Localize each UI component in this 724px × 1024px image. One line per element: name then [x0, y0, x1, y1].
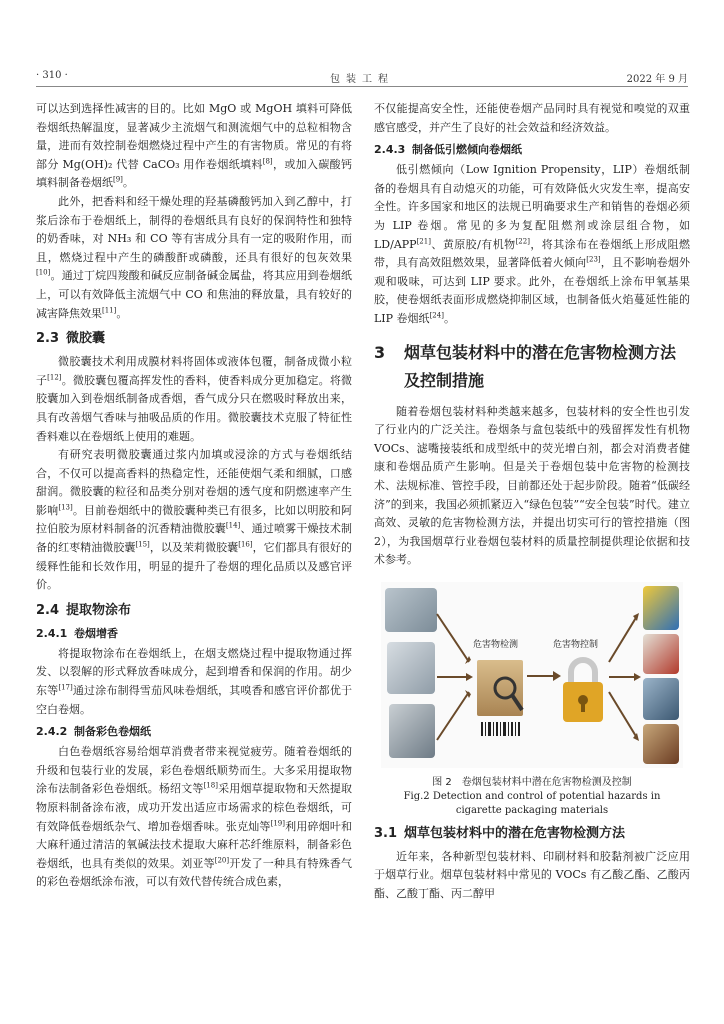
section-heading-3: 3 烟草包装材料中的潜在危害物检测方法及控制措施 — [374, 342, 677, 390]
lock-icon — [559, 652, 607, 726]
subsection-heading-2-4-3: 2.4.3 制备低引燃倾向卷烟纸 — [374, 143, 522, 157]
page-number: · 310 · — [36, 70, 68, 81]
figure-caption — [374, 776, 690, 818]
paragraph: 低引燃倾向（Low Ignition Propensity，LIP）卷烟纸制备的卷烟具有自动熄灭的功能，可有效降低火灾发生率，提高安全性。许多国家和地区的法规已明确要求生产和销售的卷烟必须为 LIP 卷烟。常见的多为复配阻燃剂或涂层组合物，如 LD/APP[21]、黄原胶/有机物[22]，将其涂布在卷烟纸上形成阻燃带，具有高效阻燃效果，显著降低着火倾向[23]，且不影响卷烟外观和吸味，可达到 LIP 要求。此外，在卷烟纸上涂布甲氧基果胶，使卷烟纸表面形成燃烧抑制区域，也制备低火焰蔓延性能的 LIP 卷烟纸[24]。 — [374, 163, 691, 325]
caption-chinese: 图 2 卷烟包装材料中潜在危害物检测及控制 — [432, 776, 632, 788]
barcode-graphic — [481, 722, 521, 736]
lab-instrument-image — [385, 588, 437, 632]
arrows-graphic — [435, 602, 475, 752]
section-heading-2-3: 2.3 微胶囊 — [36, 331, 106, 347]
page-header — [36, 68, 688, 87]
right-column — [374, 100, 690, 904]
issue-date: 2022 年 9 月 — [626, 74, 688, 85]
journal-name: 包装工程 — [330, 74, 394, 85]
paragraph: 可以达到选择性减害的目的。比如 MgO 或 MgOH 填料可降低卷烟纸热解温度，显著减少主流烟气和测流烟气中的总粒相物含量，进而有效控制卷烟燃烧过程中产生的有害物质。常见的有将部分 Mg(OH)₂ 代替 CaCO₃ 用作卷烟纸填料[8]，或加入碳酸钙填料制备卷烟纸[9]。 — [36, 102, 352, 190]
subsection-heading-2-4-2: 2.4.2 制备彩色卷烟纸 — [36, 725, 151, 739]
lab-instrument-image — [389, 704, 435, 758]
paragraph: 近年来，各种新型包装材料、印刷材料和胶黏剂被广泛应用于烟草行业。烟草包装材料中常见的 VOCs 有乙酸乙酯、乙酸丙酯、乙酸丁酯、丙二醇甲 — [374, 849, 690, 901]
figure-2 — [374, 582, 690, 818]
paragraph: 随着卷烟包装材料种类越来越多，包装材料的安全性也引发了行业内的广泛关注。卷烟条与盒包装纸中的残留挥发性有机物 VOCs、滤嘴接装纸和成型纸中的荧光增白剂，都会对消费者健康和卷烟品质产生影响。但是关于卷烟包装中危害物的检测技术、法规标准、管控手段，目前都还处于起步阶段。随着“低碳经济”的到来，我国必须抓紧迈入“绿色包装”“安全包装”时代。建立高效、灵敏的危害物检测方法，并提出切实可行的管控措施（图 2），为我国烟草行业卷烟包装材料的质量控制提供理论依据和技术参考。 — [374, 404, 690, 567]
paragraph: 微胶囊技术利用成膜材料将固体或液体包覆，制备成微小粒子[12]。微胶囊包覆高挥发性的香料，使香料成分更加稳定。将微胶囊加入到卷烟纸制备成香烟，香气成分只在燃吸时释放出来，具有改善烟气香味与抽吸品质的作用。微胶囊技术克服了特征性香料难以在卷烟纸上使用的难题。 — [36, 355, 352, 443]
section-heading-2-4: 2.4 提取物涂布 — [36, 602, 132, 618]
paragraph: 不仅能提高安全性，还能使卷烟产品同时具有视觉和嗅觉的双重感官感受，并产生了良好的社会效益和经济效益。 — [374, 102, 690, 134]
left-column — [36, 100, 352, 892]
figure-illustration — [381, 582, 683, 768]
lab-instrument-image — [387, 642, 435, 694]
paragraph: 白色卷烟纸容易给烟草消费者带来视觉疲劳。随着卷烟纸的升级和包装行业的发展，彩色卷烟纸顺势而生。大多采用提取物涂布法制备彩色卷烟纸。杨绍文等[18]采用烟草提取物和天然提取物原料制备涂布液，成功开发出适应市场需求的棕色卷烟纸，可有效降低卷烟纸杂气、增加卷烟香味。张克灿等[19]利用碎烟叶和大麻秆通过清洁的氧碱法技术提取大麻秆芯纤维原料，制备彩色卷烟纸，也具有类似的效果。刘亚等[20]开发了一种具有特殊香气的彩色卷烟纸涂布液，可以有效代替传统合成色素， — [36, 745, 353, 889]
caption-english: cigarette packaging materials — [455, 804, 609, 816]
packaging-product-image — [643, 678, 679, 720]
paragraph: 此外，把香料和经干燥处理的羟基磷酸钙加入到乙醇中，打浆后涂布于卷烟纸上，制得的卷烟纸具有良好的保润特性和独特的奶香味，对 NH₃ 和 CO 等有害成分具有一定的吸附作用，而且，燃烧过程中产生的磷酸酐或磷酸，还具有很好的包灰效果[10]。通过丁烷四羧酸和碱反应制备碱金属盐，将其应用到卷烟纸上，可以有效降低主流烟气中 CO 和焦油的释放量，具有较好的减害降焦效果[11]。 — [36, 194, 352, 320]
process-arrow-icon — [527, 668, 563, 684]
control-label: 危害物控制 — [553, 639, 599, 650]
section-heading-3-1: 3.1 烟草包装材料中的潜在危害物检测方法 — [374, 825, 626, 841]
paragraph: 将提取物涂布在卷烟纸上，在烟支燃烧过程中提取物通过挥发、以裂解的形式释放香味成分，起到增香和保润的作用。胡少东等[17]通过涂布制得雪茄风味卷烟纸，其嗅香和感官评价都优于空白卷烟。 — [36, 646, 352, 716]
magnifier-icon — [491, 674, 525, 714]
subsection-heading-2-4-1: 2.4.1 卷烟增香 — [36, 626, 118, 640]
paragraph: 有研究表明微胶囊通过浆内加填或浸涂的方式与卷烟纸结合，不仅可以提高香料的热稳定性，还能使烟气柔和细腻，口感甜润。微胶囊的粒径和品类分别对卷烟的透气度和阴燃速率产生影响[13]。目前卷烟纸中的微胶囊种类已有很多，比如以明胶和阿拉伯胶为原材料制备的沉香精油微胶囊[14]、通过喷雾干燥技术制备的红枣精油微胶囊[15]，以及茉莉微胶囊[16]，它们都具有很好的缓释性能和长效作用，明显的提升了卷烟的理化品质以及感官评价。 — [36, 448, 353, 592]
detection-label: 危害物检测 — [473, 639, 519, 650]
packaging-product-image — [643, 586, 679, 630]
arrows-graphic — [607, 602, 643, 752]
caption-english: Fig.2 Detection and control of potential hazards in — [403, 790, 661, 802]
packaging-product-image — [643, 634, 679, 674]
packaging-product-image — [643, 724, 679, 764]
